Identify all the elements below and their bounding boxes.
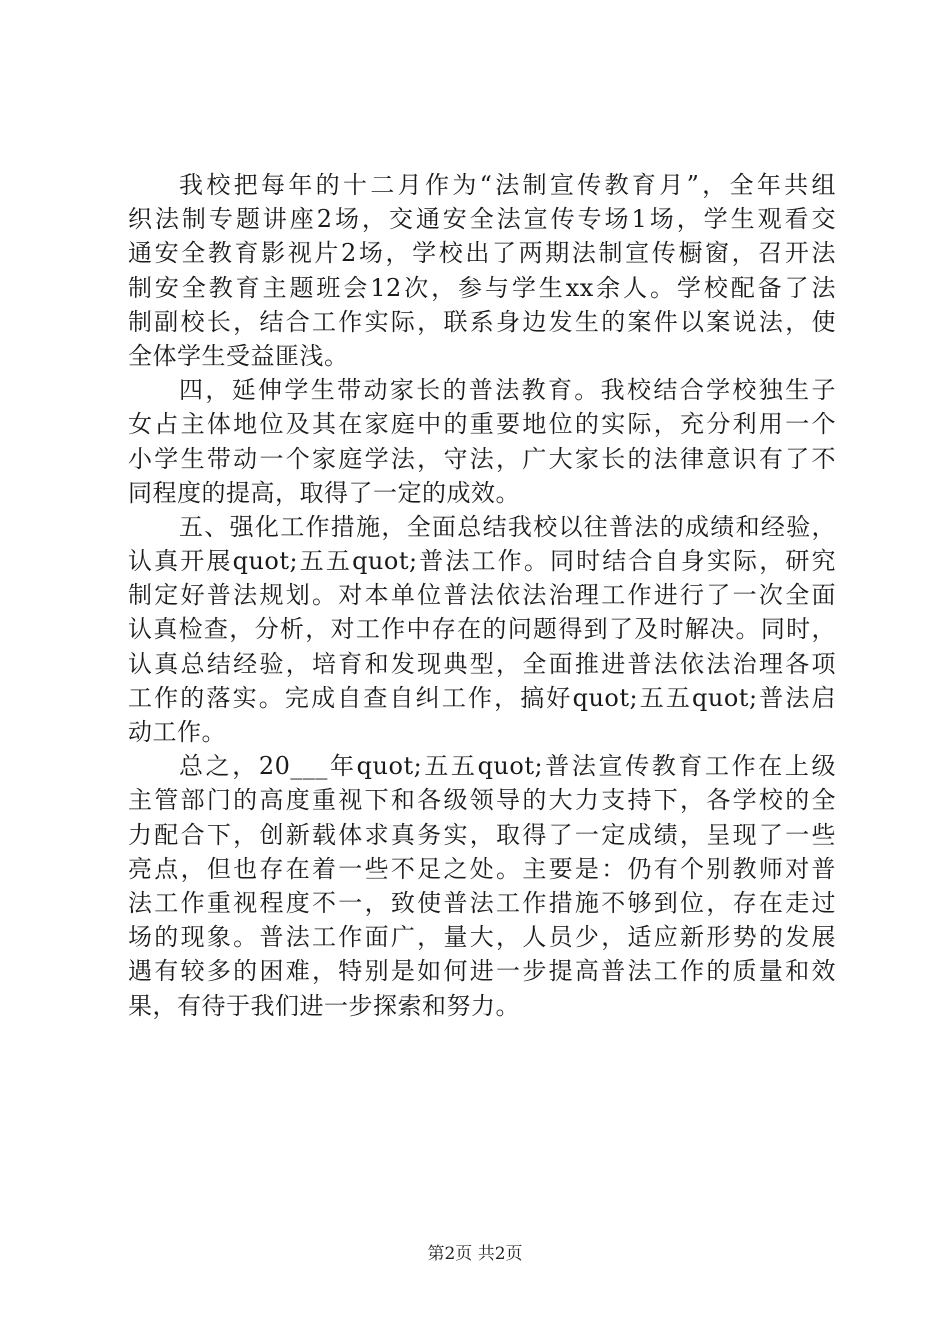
paragraph-line: 我校把每年的十二月作为“法制宣传教育月”，全年共组 [179, 171, 836, 199]
paragraph-line: 制定好普法规划。对本单位普法依法治理工作进行了一次全面 [128, 581, 836, 610]
page-number-footer: 第2页 共2页 [427, 1244, 523, 1264]
paragraph-section-five [128, 510, 836, 749]
paragraph-line: 法工作重视程度不一，致使普法工作措施不够到位，存在走过 [128, 888, 836, 917]
paragraph-line: 果，有待于我们进一步探索和努力。 [128, 991, 520, 1020]
paragraph-line: 亮点，但也存在着一些不足之处。主要是：仍有个别教师对普 [128, 854, 836, 883]
paragraph-line: 通安全教育影视片2场，学校出了两期法制宣传橱窗，召开法 [128, 239, 836, 268]
paragraph-line: 全体学生受益匪浅。 [128, 341, 349, 370]
paragraph-line: 认真开展quot;五五quot;普法工作。同时结合自身实际，研究 [128, 547, 836, 576]
paragraph-line: 遇有较多的困难，特别是如何进一步提高普法工作的质量和效 [128, 957, 836, 986]
paragraph-line: 制安全教育主题班会12次，参与学生xx余人。学校配备了法 [128, 273, 836, 302]
paragraph-line: 制副校长，结合工作实际，联系身边发生的案件以案说法，使 [128, 307, 836, 336]
document-body [128, 168, 836, 1023]
paragraph-line: 总之，20___年quot;五五quot;普法宣传教育工作在上级 [179, 752, 836, 781]
paragraph-line: 工作的落实。完成自查自纠工作，搞好quot;五五quot;普法启 [128, 683, 836, 712]
paragraph-line: 认真检查，分析，对工作中存在的问题得到了及时解决。同时， [128, 615, 836, 644]
paragraph-line: 织法制专题讲座2场，交通安全法宣传专场1场，学生观看交 [128, 205, 836, 234]
paragraph-summary [128, 749, 836, 1023]
paragraph-section-four [128, 373, 836, 510]
paragraph-line: 主管部门的高度重视下和各级领导的大力支持下，各学校的全 [128, 786, 836, 815]
paragraph-line: 女占主体地位及其在家庭中的重要地位的实际，充分利用一个 [128, 410, 836, 439]
paragraph-line: 动工作。 [128, 718, 226, 746]
paragraph-line: 场的现象。普法工作面广，量大，人员少，适应新形势的发展 [128, 923, 836, 952]
paragraph-line: 同程度的提高，取得了一定的成效。 [128, 478, 520, 507]
paragraph-line: 五、强化工作措施，全面总结我校以往普法的成绩和经验， [179, 512, 836, 541]
paragraph-line: 小学生带动一个家庭学法，守法，广大家长的法律意识有了不 [128, 444, 836, 473]
paragraph-line: 四，延伸学生带动家长的普法教育。我校结合学校独生子 [179, 376, 836, 405]
paragraph-legal-month [128, 168, 836, 373]
paragraph-line: 力配合下，创新载体求真务实，取得了一定成绩，呈现了一些 [128, 820, 836, 849]
paragraph-line: 认真总结经验，培育和发现典型，全面推进普法依法治理各项 [128, 649, 836, 678]
